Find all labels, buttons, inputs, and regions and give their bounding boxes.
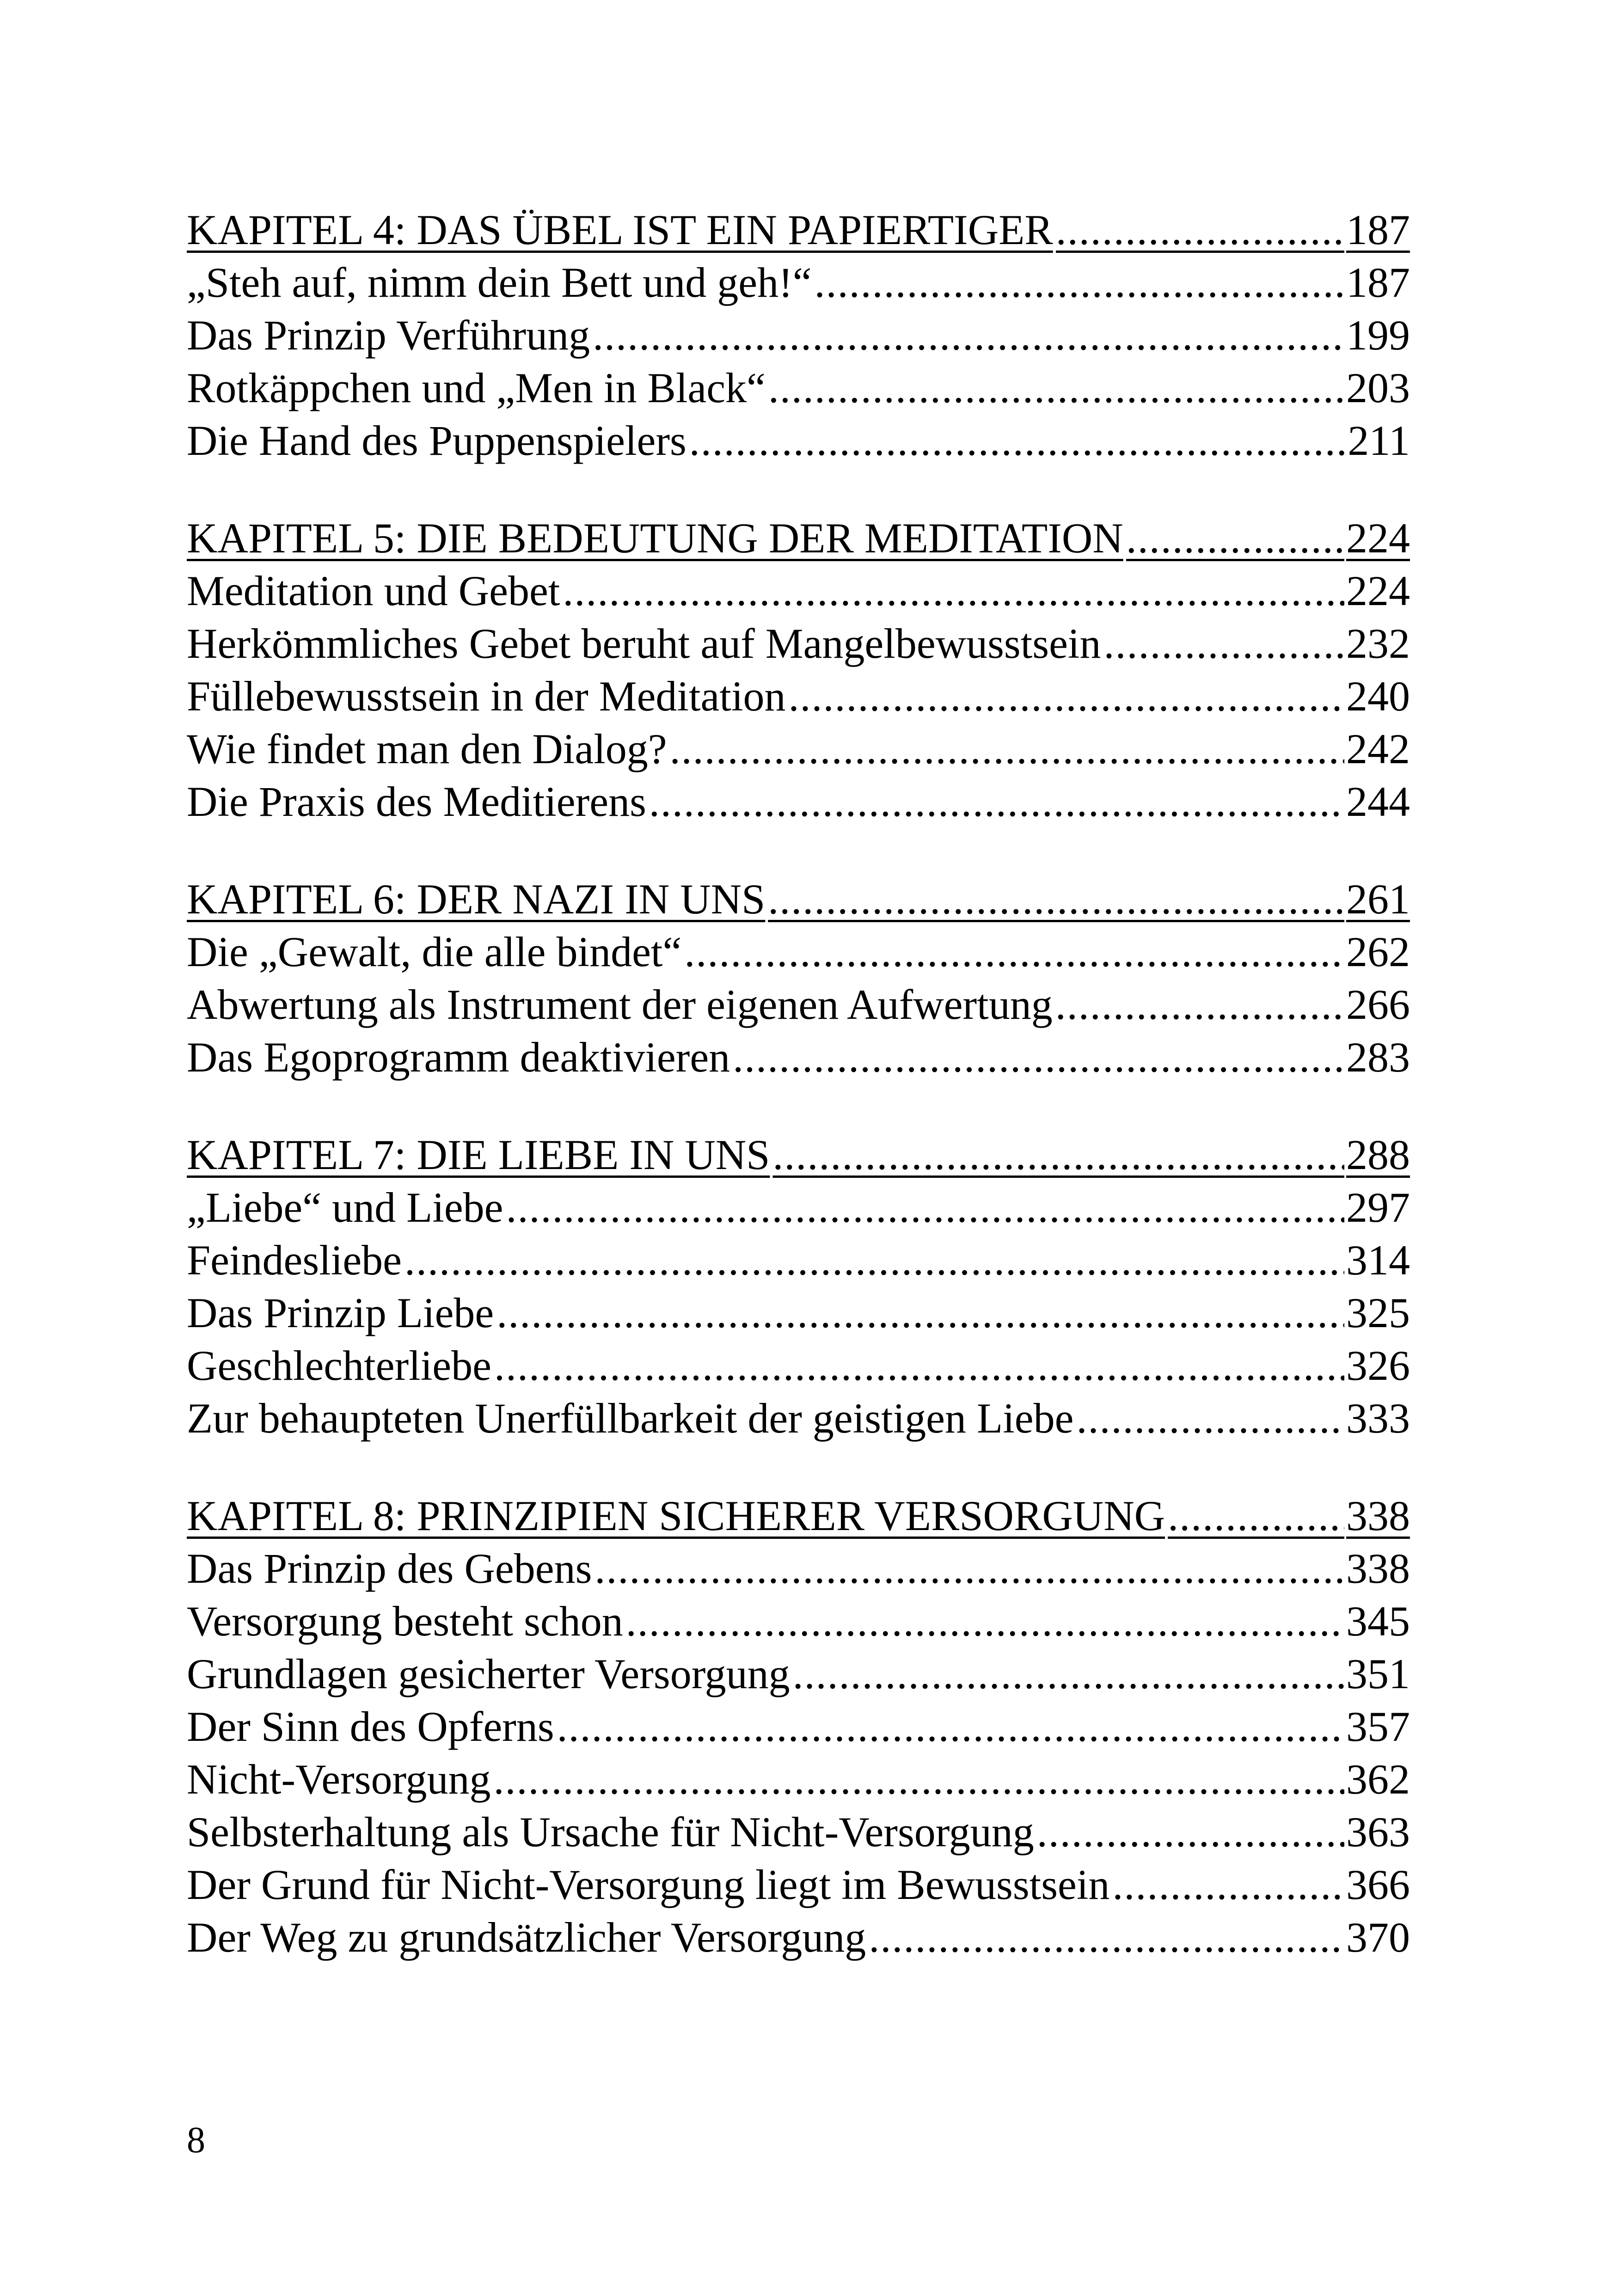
toc-entry [187,775,1410,828]
page-ref: 297 [1346,1184,1410,1231]
toc-entry [187,309,1410,361]
toc-entry [187,1806,1410,1858]
dot-leader [789,670,1344,722]
page-ref: 351 [1346,1650,1410,1697]
toc-entry [187,564,1410,617]
entry-title: Die Praxis des Meditierens [187,778,646,825]
toc-entry [187,1700,1410,1753]
entry-title: Füllebewusstsein in der Meditation [187,673,786,720]
entry-title: Herkömmliches Gebet beruht auf Mangelbewusstsein [187,620,1101,667]
dot-leader [1037,1806,1344,1858]
chapter-4-section [187,203,1410,467]
dot-leader [689,414,1346,467]
toc-entry [187,1339,1410,1392]
dot-leader [494,1753,1344,1806]
chapter-heading [187,512,1410,564]
dot-leader [557,1700,1344,1753]
page-number: 8 [187,2120,205,2161]
dot-leader [684,925,1344,978]
page-ref: 338 [1346,1492,1410,1539]
dot-leader [768,873,1344,925]
page-ref: 232 [1346,620,1410,667]
toc-entry [187,1234,1410,1286]
chapter-6-section [187,873,1410,1084]
dot-leader [404,1234,1344,1286]
page-ref: 211 [1348,417,1410,464]
entry-title: Der Grund für Nicht-Versorgung liegt im Bewusstsein [187,1861,1110,1908]
chapter-title: KAPITEL 8: PRINZIPIEN SICHERER VERSORGUNG [187,1492,1165,1539]
dot-leader [1103,617,1344,670]
dot-leader [1126,512,1344,564]
chapter-title: KAPITEL 4: DAS ÜBEL IST EIN PAPIERTIGER [187,206,1053,253]
entry-title: Das Egoprogramm deaktivieren [187,1034,730,1081]
dot-leader [1112,1858,1344,1911]
chapter-5-section [187,512,1410,828]
entry-title: Wie findet man den Dialog? [187,725,667,772]
entry-title: Das Prinzip Liebe [187,1289,494,1336]
page-ref: 333 [1346,1395,1410,1442]
page-ref: 363 [1346,1808,1410,1855]
page-ref: 262 [1346,928,1410,975]
dot-leader [793,1647,1344,1700]
dot-leader [626,1595,1344,1647]
page-ref: 283 [1346,1034,1410,1081]
entry-title: Der Sinn des Opferns [187,1703,554,1750]
entry-title: „Steh auf, nimm dein Bett und geh!“ [187,259,812,306]
page-ref: 224 [1346,567,1410,614]
entry-title: Selbsterhaltung als Ursache für Nicht-Versorgung [187,1808,1034,1855]
dot-leader [563,564,1344,617]
page-ref: 345 [1346,1598,1410,1645]
entry-title: Das Prinzip des Gebens [187,1545,592,1592]
dot-leader [649,775,1344,828]
toc-entry [187,1647,1410,1700]
chapter-heading [187,1489,1410,1542]
entry-title: Grundlagen gesicherter Versorgung [187,1650,790,1697]
chapter-title: KAPITEL 6: DER NAZI IN UNS [187,876,766,923]
page-ref: 199 [1346,312,1410,359]
page-ref: 314 [1346,1237,1410,1284]
entry-title: Nicht-Versorgung [187,1756,491,1803]
chapter-title: KAPITEL 5: DIE BEDEUTUNG DER MEDITATION [187,514,1123,562]
dot-leader [815,256,1344,309]
dot-leader [1056,203,1344,256]
toc-entry [187,256,1410,309]
page-ref: 242 [1346,725,1410,772]
entry-title: „Liebe“ und Liebe [187,1184,503,1231]
page-ref: 338 [1346,1545,1410,1592]
toc-entry [187,1542,1410,1595]
page-ref: 370 [1346,1914,1410,1961]
page-ref: 187 [1346,259,1410,306]
dot-leader [496,1286,1344,1339]
entry-title: Meditation und Gebet [187,567,560,614]
dot-leader [506,1181,1344,1234]
page-ref: 187 [1346,206,1410,253]
dot-leader [1055,978,1344,1031]
dot-leader [1168,1489,1344,1542]
entry-title: Das Prinzip Verführung [187,312,590,359]
dot-leader [494,1339,1344,1392]
toc-entry [187,1286,1410,1339]
toc-entry [187,1181,1410,1234]
page-ref: 362 [1346,1756,1410,1803]
toc-entry [187,1031,1410,1084]
chapter-title: KAPITEL 7: DIE LIEBE IN UNS [187,1131,770,1178]
toc-entry [187,722,1410,775]
entry-title: Versorgung besteht schon [187,1598,623,1645]
page-ref: 240 [1346,673,1410,720]
entry-title: Die „Gewalt, die alle bindet“ [187,928,682,975]
toc-entry [187,925,1410,978]
chapter-8-section [187,1489,1410,1964]
toc-entry [187,1595,1410,1647]
toc-entry [187,1392,1410,1445]
toc-entry [187,1858,1410,1911]
chapter-7-section [187,1128,1410,1445]
entry-title: Geschlechterliebe [187,1342,491,1389]
page-ref: 288 [1346,1131,1410,1178]
table-of-contents [187,203,1410,2008]
page-ref: 266 [1346,981,1410,1028]
toc-entry [187,978,1410,1031]
page-ref: 326 [1346,1342,1410,1389]
toc-entry [187,414,1410,467]
dot-leader [670,722,1344,775]
page-ref: 261 [1346,876,1410,923]
page-ref: 224 [1346,514,1410,562]
page-ref: 325 [1346,1289,1410,1336]
entry-title: Zur behaupteten Unerfüllbarkeit der geistigen Liebe [187,1395,1074,1442]
toc-entry [187,1911,1410,1964]
entry-title: Feindesliebe [187,1237,402,1284]
dot-leader [1076,1392,1344,1445]
dot-leader [869,1911,1344,1964]
chapter-heading [187,203,1410,256]
dot-leader [772,1128,1344,1181]
entry-title: Abwertung als Instrument der eigenen Aufwertung [187,981,1053,1028]
page-ref: 203 [1346,364,1410,411]
toc-entry [187,1753,1410,1806]
chapter-heading [187,1128,1410,1181]
dot-leader [593,309,1344,361]
toc-entry [187,670,1410,722]
toc-entry [187,361,1410,414]
page-ref: 366 [1346,1861,1410,1908]
dot-leader [594,1542,1344,1595]
entry-title: Die Hand des Puppenspielers [187,417,686,464]
page-ref: 244 [1346,778,1410,825]
entry-title: Rotkäppchen und „Men in Black“ [187,364,766,411]
toc-entry [187,617,1410,670]
dot-leader [768,361,1344,414]
entry-title: Der Weg zu grundsätzlicher Versorgung [187,1914,866,1961]
chapter-heading [187,873,1410,925]
page-ref: 357 [1346,1703,1410,1750]
dot-leader [733,1031,1344,1084]
